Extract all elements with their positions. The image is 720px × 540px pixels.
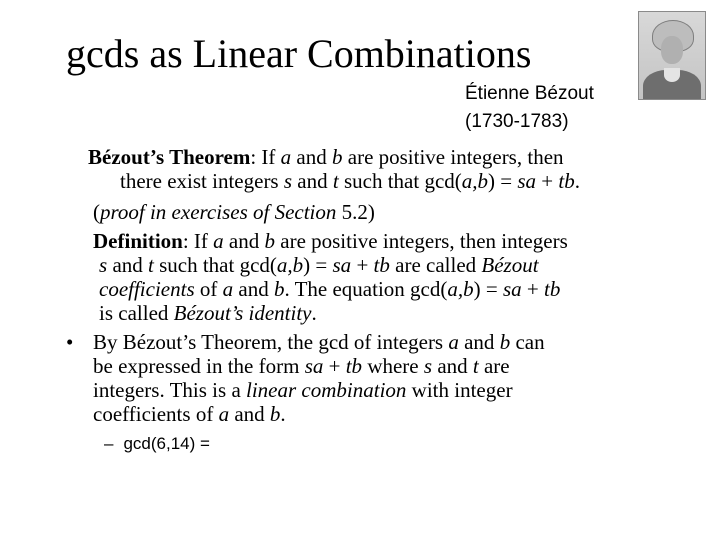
theorem-paragraph [88, 145, 580, 193]
bullet-line-2: be expressed in the form sa + tb where s and t are [93, 354, 510, 378]
bezout-portrait-image [638, 11, 706, 100]
sub-bullet-marker: – [104, 434, 114, 453]
bullet-paragraph [93, 330, 545, 426]
definition-line-3: coefficients of a and b. The equation gcd(a,b) = sa + tb [99, 277, 561, 301]
bullet-marker: • [66, 330, 74, 354]
theorem-line-2: there exist integers s and t such that gcd(a,b) = sa + tb. [120, 169, 580, 193]
bullet-line-4: coefficients of a and b. [93, 402, 286, 426]
portrait-caption-years: (1730-1783) [465, 111, 569, 132]
portrait-caption-name: Étienne Bézout [465, 83, 594, 104]
proof-note: (proof in exercises of Section 5.2) [93, 200, 375, 224]
bullet-line-1: By Bézout’s Theorem, the gcd of integers a and b can [93, 330, 545, 354]
definition-line-1: Definition: If a and b are positive integers, then integers [93, 229, 568, 253]
slide-title: gcds as Linear Combinations [66, 31, 532, 76]
definition-line-2: s and t such that gcd(a,b) = sa + tb are called Bézout [99, 253, 539, 277]
bullet-line-3: integers. This is a linear combination with integer [93, 378, 513, 402]
definition-line-4: is called Bézout’s identity. [99, 301, 317, 325]
theorem-line-1: Bézout’s Theorem: If a and b are positive integers, then [88, 145, 564, 169]
sub-bullet-gcd-example [104, 432, 210, 456]
sub-bullet-text: gcd(6,14) = [123, 434, 210, 453]
definition-paragraph [93, 229, 568, 325]
